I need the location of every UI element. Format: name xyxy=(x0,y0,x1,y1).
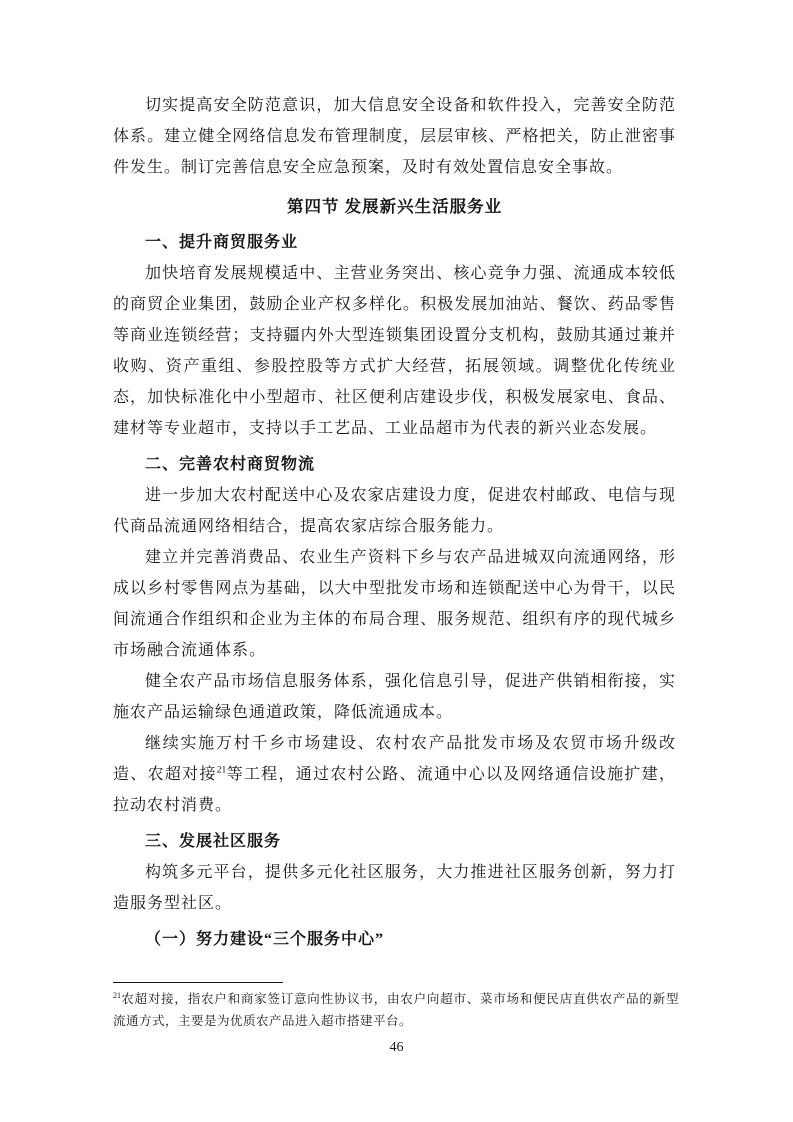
footnote-21-text: 农超对接，指农户和商家签订意向性协议书，由农户向超市、菜市场和便民店直供农产品的新型流通方式，主要是为优质农产品进入超市搭建平台。 xyxy=(113,992,679,1028)
paragraph-community-services: 构筑多元平台，提供多元化社区服务，大力推进社区服务创新，努力打造服务型社区。 xyxy=(113,864,676,912)
heading-rural-logistics: 二、完善农村商贸物流 xyxy=(145,456,316,473)
heading-three-service-centers: （一）努力建设“三个服务中心” xyxy=(145,931,385,948)
heading-commerce-services: 一、提升商贸服务业 xyxy=(145,234,299,251)
footnote-separator xyxy=(113,982,283,983)
paragraph-rural-logistics-3: 健全农产品市场信息服务体系，强化信息引导，促进产供销相衔接，实施农产品运输绿色通道政策，降低流通成本。 xyxy=(113,673,676,721)
paragraph-rural-logistics-1: 进一步加大农村配送中心及农家店建设力度，促进农村邮政、电信与现代商品流通网络相结合，提高农家店综合服务能力。 xyxy=(113,487,676,535)
paragraph-rural-logistics-4-text-a: 继续实施万村千乡市场建设、农村农产品批发市场及农贸市场升级改造、农超对接 xyxy=(113,735,676,783)
document-content xyxy=(113,90,676,955)
page-number: 46 xyxy=(389,1040,404,1055)
paragraph-commerce-services: 加快培育发展规模适中、主营业务突出、核心竞争力强、流通成本较低的商贸企业集团，鼓励企业产权多样化。积极发展加油站、餐饮、药品零售等商业连锁经营；支持疆内外大型连锁集团设置分支机构，鼓励其通过兼并收购、资产重组、参股控股等方式扩大经营，拓展领域。调整优化传统业态，加快标准化中小型超市、社区便利店建设步伐，积极发展家电、食品、建材等专业超市，支持以手工艺品、工业品超市为代表的新兴业态发展。 xyxy=(113,265,676,437)
paragraph-info-security: 切实提高安全防范意识，加大信息安全设备和软件投入，完善安全防范体系。建立健全网络信息发布管理制度，层层审核、严格把关，防止泄密事件发生。制订完善信息安全应急预案，及时有效处置信息安全事故。 xyxy=(113,97,676,176)
heading-community-services: 三、发展社区服务 xyxy=(145,833,282,850)
footnote-21 xyxy=(113,988,679,1032)
footnote-21-marker: 21 xyxy=(113,990,121,1000)
footnote-area xyxy=(113,976,679,1032)
paragraph-rural-logistics-2: 建立并完善消费品、农业生产资料下乡与农产品进城双向流通网络，形成以乡村零售网点为基础，以大中型批发市场和连锁配送中心为骨干，以民间流通合作组织和企业为主体的布局合理、服务规范、组织有序的现代城乡市场融合流通体系。 xyxy=(113,549,676,659)
paragraph-rural-logistics-4 xyxy=(113,728,676,821)
section-heading: 第四节 发展新兴生活服务业 xyxy=(286,197,503,216)
footnote-reference-21: 21 xyxy=(216,765,227,776)
paragraph-rural-logistics-4-text-b: 等工程，通过农村公路、流通中心以及网络通信设施扩建，拉动农村消费。 xyxy=(113,766,676,814)
